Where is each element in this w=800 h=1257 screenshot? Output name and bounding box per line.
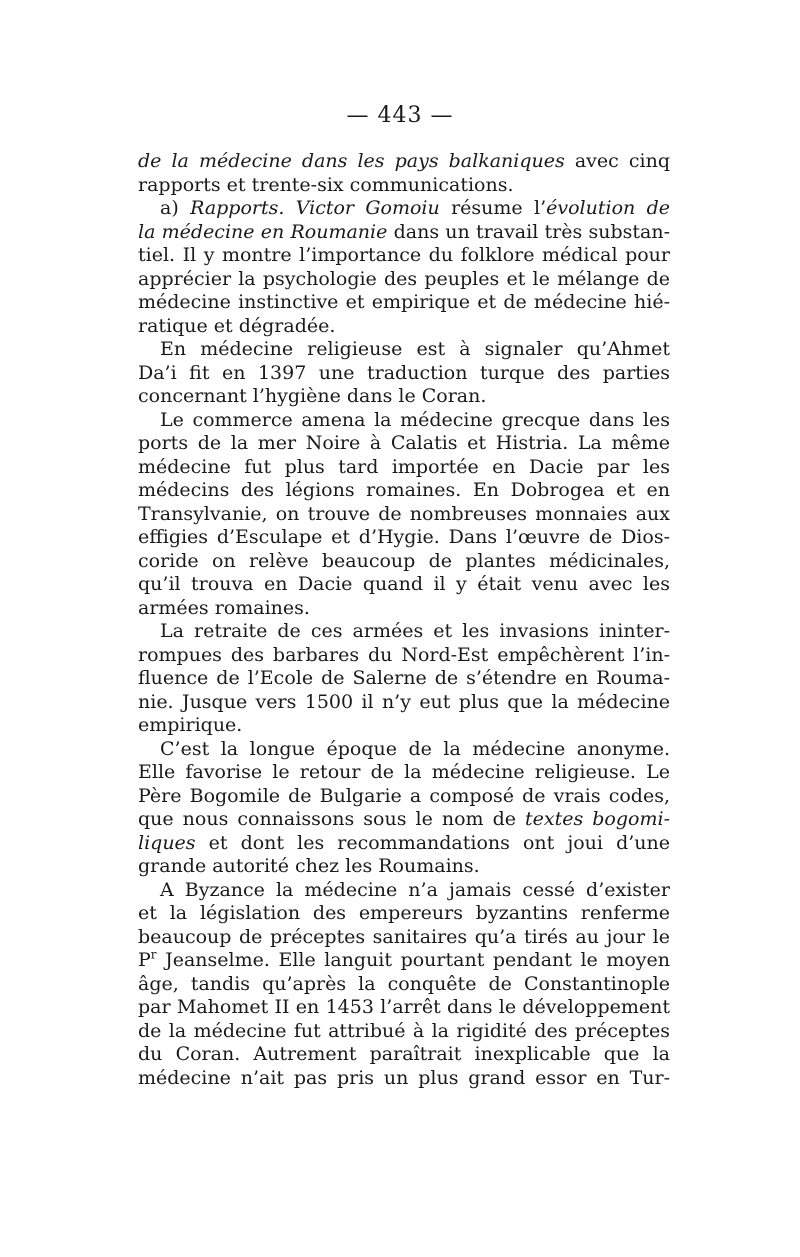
body-text: [138, 150, 670, 1090]
text-line: A Byzance la médecine n’a jamais cessé d’exister: [160, 878, 670, 901]
page-number: — 443 —: [346, 103, 454, 128]
text-line: de la médecine fut attribué à la rigidité des préceptes: [138, 1019, 670, 1042]
text-line: fluence de l’Ecole de Salerne de s’étendre en Rouma-: [138, 667, 670, 689]
text-line: Da’i fit en 1397 une traduction turque des parties: [138, 361, 670, 384]
text-line: la médecine en Roumanie dans un travail très substan-: [138, 220, 670, 243]
text-line: Le commerce amena la médecine grecque dans les: [160, 408, 670, 431]
text-line: médecins des légions romaines. En Dobrogea et en: [138, 479, 670, 501]
text-line: qu’il trouva en Dacie quand il y était venu avec les: [138, 573, 670, 595]
text-line: rapports et trente-six communications.: [138, 173, 514, 196]
superscript: r: [150, 947, 157, 962]
text-line: médecine n’ait pas pris un plus grand essor en Tur-: [138, 1066, 670, 1089]
text-line: médecine instinctive et empirique et de médecine hié-: [138, 291, 670, 313]
italic-text: la médecine en Roumanie: [138, 220, 388, 243]
text-line: apprécier la psychologie des peuples et le mélange de: [138, 267, 670, 290]
italic-text: Rapports. Victor Gomoiu: [190, 197, 440, 219]
text-line: ratique et dégradée.: [138, 314, 336, 337]
text-line: ports de la mer Noire à Calatis et Histria. La même: [138, 432, 670, 454]
text-line: âge, tandis qu’après la conquête de Constantinople: [138, 972, 670, 995]
text-line: et la législation des empereurs byzantins renferme: [138, 902, 670, 924]
text-line: En médecine religieuse est à signaler qu’Ahmet: [160, 338, 670, 360]
italic-text: liques: [138, 831, 196, 854]
text-line: effigies d’Esculape et d’Hygie. Dans l’œuvre de Dios-: [138, 526, 670, 548]
italic-text: de la médecine dans les pays balkaniques: [138, 150, 565, 172]
text-line: beaucoup de préceptes sanitaires qu’a tirés au jour le: [138, 925, 670, 948]
text-line: C’est la longue époque de la médecine anonyme.: [160, 737, 670, 760]
text-line: Transylvanie, on trouve de nombreuses monnaies aux: [138, 502, 670, 525]
text-line: Père Bogomile de Bulgarie a composé de vrais codes,: [138, 784, 670, 807]
text-line: tiel. Il y montre l’importance du folklore médical pour: [138, 244, 670, 266]
text-line: grande autorité chez les Roumains.: [138, 855, 480, 877]
text-line: nie. Jusque vers 1500 il n’y eut plus que la médecine: [138, 690, 670, 713]
text-line: liques et dont les recommandations ont joui d’une: [138, 831, 670, 854]
text-line: a) Rapports. Victor Gomoiu résume l’évolution de: [160, 197, 670, 219]
text-line: rompues des barbares du Nord-Est empêchèrent l’in-: [138, 643, 670, 666]
text-line: concernant l’hygiène dans le Coran.: [138, 385, 487, 407]
text-line: armées romaines.: [138, 596, 310, 619]
italic-text: évolution de: [546, 197, 670, 219]
italic-text: textes bogomi-: [525, 808, 670, 830]
text-line: que nous connaissons sous le nom de textes bogomi-: [138, 808, 670, 830]
text-line: par Mahomet II en 1453 l’arrêt dans le développement: [138, 996, 670, 1018]
text-line: Elle favorise le retour de la médecine religieuse. Le: [138, 761, 670, 783]
text-line: $P^r$ Jeanselme. Elle languit pourtant pendant le moyen: [138, 947, 670, 971]
text-line: médecine fut plus tard importée en Dacie par les: [138, 455, 670, 478]
text-line: empirique.: [138, 714, 243, 736]
text-line: coride on relève beaucoup de plantes médicinales,: [138, 549, 670, 572]
text-line: du Coran. Autrement paraîtrait inexplicable que la: [138, 1043, 670, 1065]
text-line: de la médecine dans les pays balkaniques avec cinq: [138, 150, 670, 172]
text-line: La retraite de ces armées et les invasions ininter-: [160, 620, 670, 642]
